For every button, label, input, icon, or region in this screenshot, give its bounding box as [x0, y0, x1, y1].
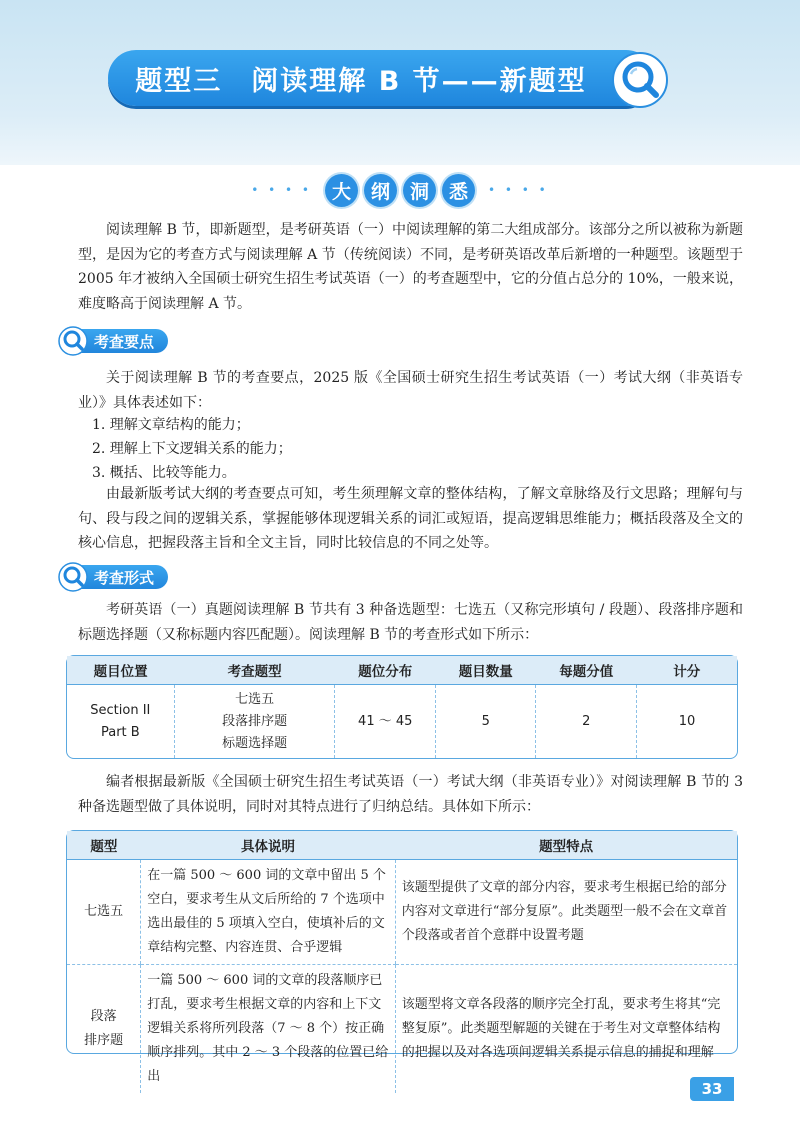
page-title: 题型三 阅读理解 B 节——新题型	[135, 65, 587, 97]
table-header-cell: 题目位置	[67, 656, 174, 685]
table-header-cell: 题型特点	[395, 831, 737, 860]
key-point-item: 2. 理解上下文逻辑关系的能力；	[92, 441, 292, 457]
editor-note: 编者根据最新版《全国硕士研究生招生考试英语（一）考试大纲（非英语专业）》对阅读理解 B 节的 3 种备选题型做了具体说明，同时对其特点进行了归纳总结。具体如下所示：	[78, 774, 743, 815]
feature-cell: 该题型提供了文章的部分内容，要求考生根据已给的部分内容对文章进行“部分复原”。此类题型一般不会在文章首个段落或者首个意群中设置考题	[395, 860, 737, 965]
score-each-cell: 2	[536, 685, 637, 759]
type-line: 标题选择题	[222, 735, 288, 751]
section-header	[0, 172, 800, 208]
format-table	[66, 655, 738, 759]
section-char-2: 纲	[364, 174, 397, 207]
position-line: Part B	[100, 724, 140, 740]
magnifier-small-icon	[58, 562, 88, 592]
type-line: 排序题	[84, 1033, 124, 1048]
dots-left: • • • •	[251, 183, 312, 197]
position-line: Section II	[90, 702, 151, 718]
position-cell	[67, 685, 174, 759]
key-points-heading	[62, 328, 168, 354]
table-row	[67, 860, 737, 965]
key-points-summary: 由最新版考试大纲的考查要点可知，考生须理解文章的整体结构，了解文章脉络及行文思路；理解句与句、段与段之间的逻辑关系，掌握能够体现逻辑关系的词汇或短语，提高逻辑思维能力；概括段落及全文的核心信息，把握段落主旨和全文主旨，同时比较信息的不同之处等。	[78, 486, 743, 551]
feature-cell: 该题型将文章各段落的顺序完全打乱，要求考生将其“完整复原”。此类题型解题的关键在于考生对文章整体结构的把握以及对各选项间逻辑关系提示信息的捕捉和理解	[395, 965, 737, 1094]
key-points-intro: 关于阅读理解 B 节的考查要点，2025 版《全国硕士研究生招生考试英语（一）考试大纲（非英语专业）》具体表述如下：	[78, 370, 743, 411]
table-header-cell: 每题分值	[536, 656, 637, 685]
total-cell: 10	[636, 685, 737, 759]
desc-cell: 在一篇 500 ～ 600 词的文章中留出 5 个空白，要求考生从文后所给的 7 个选项中选出最佳的 5 项填入空白，使填补后的文章结构完整、内容连贯、合乎逻辑	[141, 860, 396, 965]
magnifier-small-icon	[58, 326, 88, 356]
type-line: 段落	[90, 1009, 117, 1024]
table-row	[67, 965, 737, 1094]
distribution-cell: 41 ～ 45	[335, 685, 436, 759]
desc-cell: 一篇 500 ～ 600 词的文章的段落顺序已打乱，要求考生根据文章的内容和上下文逻辑关系将所列段落（7 ～ 8 个）按正确顺序排列。其中 2 ～ 3 个段落的位置已给出	[141, 965, 396, 1094]
table-header-cell: 计分	[636, 656, 737, 685]
table-header-cell: 考查题型	[174, 656, 335, 685]
format-label: 考查形式	[94, 568, 155, 587]
table-header-row	[67, 831, 737, 860]
magnifier-icon	[612, 52, 668, 108]
table-header-cell: 具体说明	[141, 831, 396, 860]
table-header-cell: 题型	[67, 831, 141, 860]
page-number: 33	[690, 1077, 734, 1101]
type-cell: 七选五	[67, 860, 141, 965]
section-char-4: 悉	[442, 174, 475, 207]
type-line: 段落排序题	[222, 713, 288, 729]
type-cell	[67, 965, 141, 1094]
types-table	[66, 830, 738, 1084]
key-point-item: 3. 概括、比较等能力。	[92, 465, 236, 481]
table-header-row	[67, 656, 737, 685]
title-banner	[108, 50, 654, 106]
type-line: 七选五	[235, 691, 275, 707]
section-char-3: 洞	[403, 174, 436, 207]
table-header-cell: 题位分布	[335, 656, 436, 685]
table-header-cell: 题目数量	[435, 656, 536, 685]
key-points-label: 考查要点	[94, 332, 155, 351]
format-intro: 考研英语（一）真题阅读理解 B 节共有 3 种备选题型：七选五（又称完形填句 / 段题）、段落排序题和标题选择题（又称标题内容匹配题）。阅读理解 B 节的考查形式如下所示：	[78, 602, 743, 643]
section-char-1: 大	[325, 174, 358, 207]
count-cell: 5	[435, 685, 536, 759]
types-cell	[174, 685, 335, 759]
intro-paragraph: 阅读理解 B 节，即新题型，是考研英语（一）中阅读理解的第二大组成部分。该部分之所以被称为新题型，是因为它的考查方式与阅读理解 A 节（传统阅读）不同，是考研英语改革后新增的一种题型。该题型于 2005 年才被纳入全国硕士研究生招生考试英语（一）的考查题型中，它的分值占总分的 10%，一般来说，难度略高于阅读理解 A 节。	[78, 222, 743, 312]
format-heading	[62, 564, 168, 590]
key-point-item: 1. 理解文章结构的能力；	[92, 417, 250, 433]
table-row	[67, 685, 737, 759]
dots-right: • • • •	[488, 183, 549, 197]
